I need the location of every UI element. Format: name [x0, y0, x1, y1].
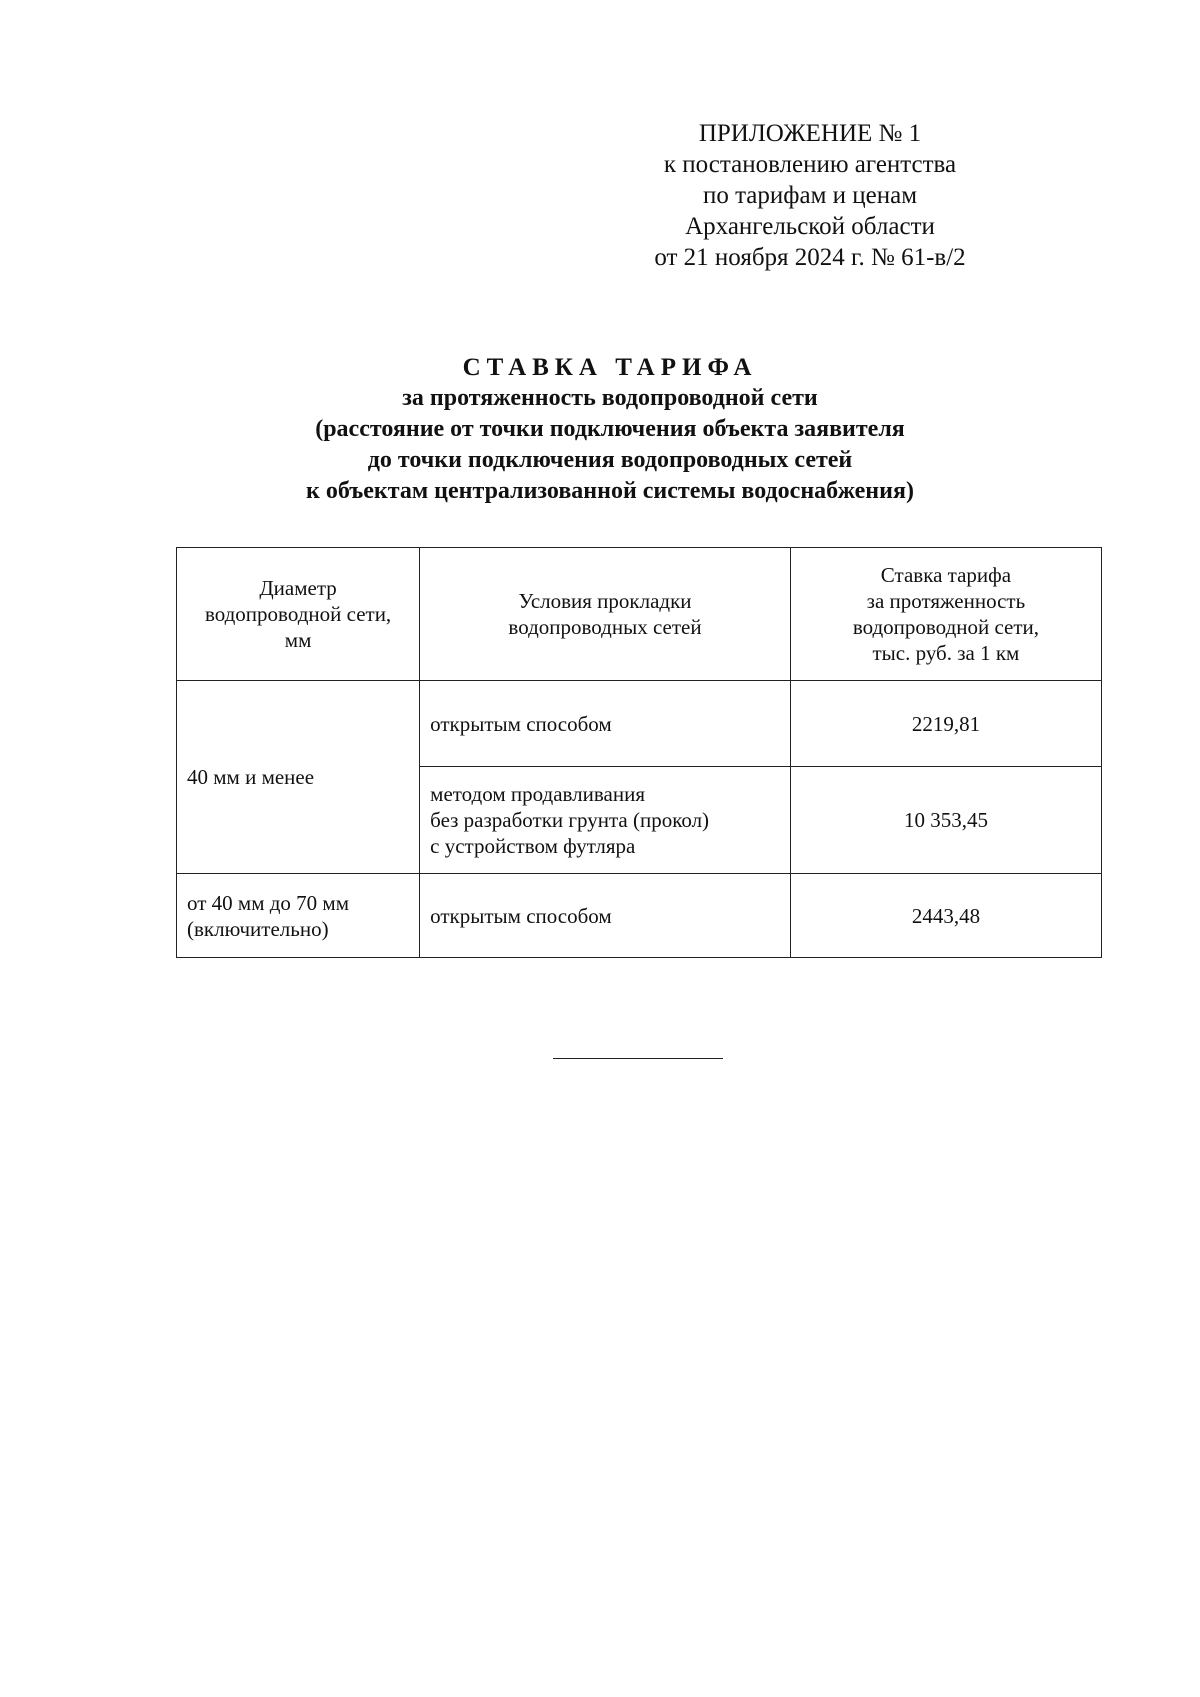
title-subtitle-3: до точки подключения водопроводных сетей — [367, 447, 853, 473]
header-rate: Ставка тарифа за протяженность водопроводной сети, тыс. руб. за 1 км — [790, 548, 1101, 681]
table-header-row — [177, 548, 1102, 681]
header-conditions: Условия прокладки водопроводных сетей — [420, 548, 791, 681]
cell-rate: 2443,48 — [790, 874, 1101, 958]
cell-diameter: от 40 мм до 70 мм (включительно) — [177, 874, 420, 958]
appendix-agency-line: по тарифам и ценам — [702, 182, 918, 209]
table-row — [177, 874, 1102, 958]
appendix-number: ПРИЛОЖЕНИЕ № 1 — [698, 120, 922, 147]
title-subtitle-2: (расстояние от точки подключения объекта заявителя — [315, 416, 905, 442]
title-subtitle-1: за протяженность водопроводной сети — [402, 385, 818, 411]
cell-rate: 2219,81 — [790, 681, 1101, 767]
cell-diameter: 40 мм и менее — [177, 681, 420, 874]
appendix-date-line: от 21 ноября 2024 г. № 61-в/2 — [654, 244, 966, 271]
cell-condition: открытым способом — [420, 874, 791, 958]
tariff-table — [176, 547, 1102, 958]
appendix-region-line: Архангельской области — [685, 213, 935, 240]
header-diameter: Диаметр водопроводной сети, мм — [177, 548, 420, 681]
end-divider — [553, 1058, 723, 1059]
cell-rate: 10 353,45 — [790, 767, 1101, 874]
cell-condition: открытым способом — [420, 681, 791, 767]
cell-condition: методом продавливания без разработки грунта (прокол) с устройством футляра — [420, 767, 791, 874]
title-main: СТАВКА ТАРИФА — [462, 354, 758, 381]
table-row — [177, 681, 1102, 767]
document-title — [180, 352, 1040, 507]
title-subtitle-4: к объектам централизованной системы водоснабжения) — [306, 478, 914, 504]
appendix-reference-line: к постановлению агентства — [663, 151, 957, 178]
appendix-header — [640, 118, 980, 273]
